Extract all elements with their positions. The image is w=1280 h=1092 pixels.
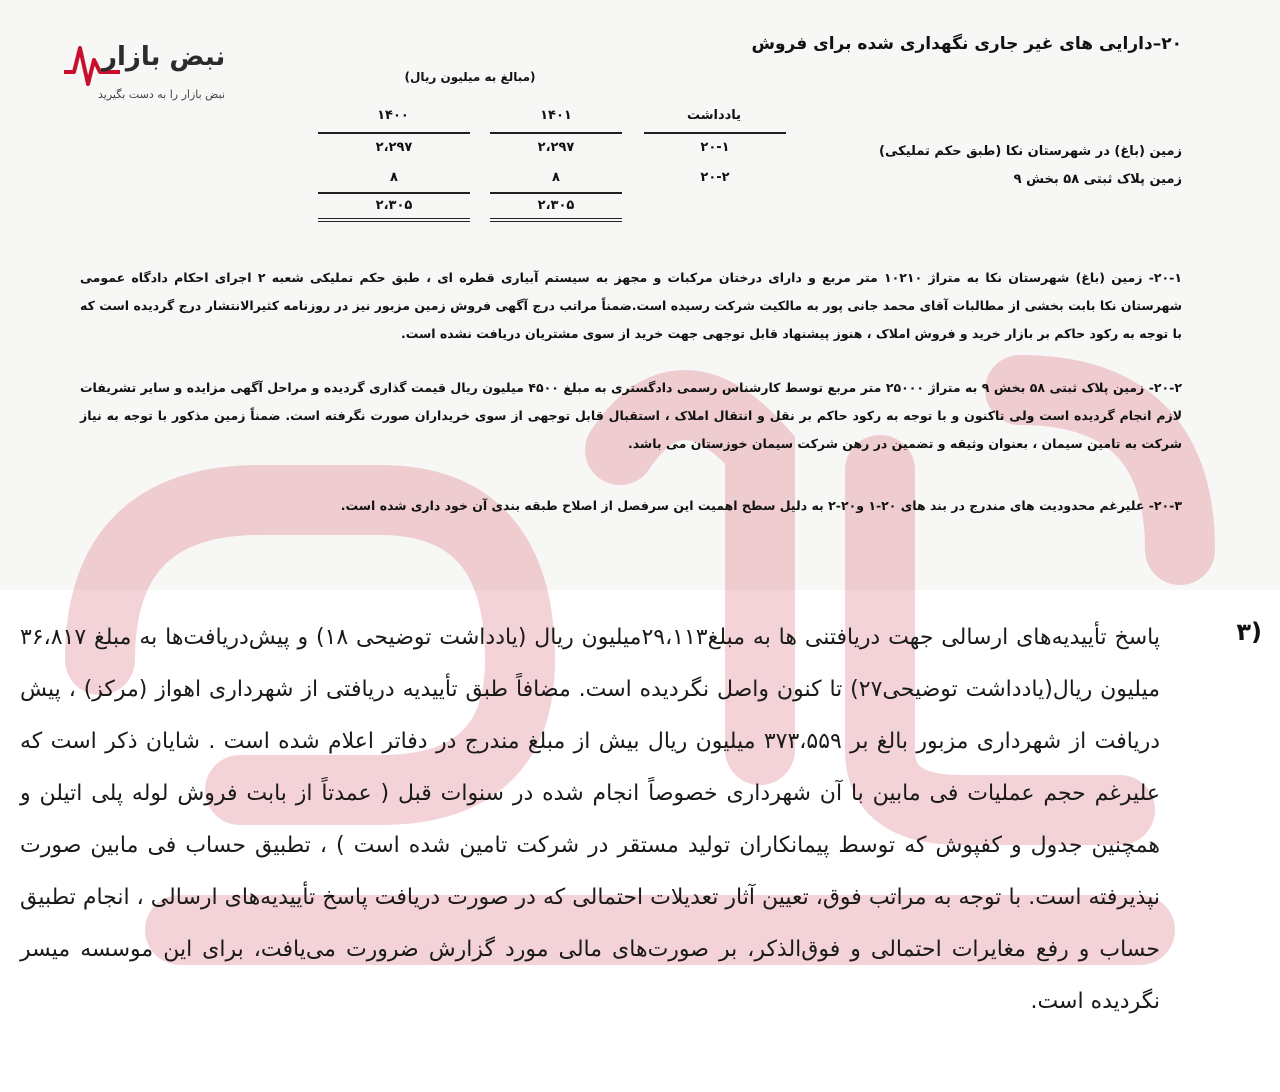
subtotal-rule <box>490 192 622 194</box>
audit-paragraph-3: پاسخ تأییدیه‌های ارسالی جهت دریافتنی ها به مبلغ۲۹،۱۱۳میلیون ریال (یادداشت توضیحی ۱۸) و پیش‌دریافت‌ها به مبلغ ۳۶،۸۱۷ میلیون ریال(یادداشت توضیحی۲۷) تا کنون واصل نگردیده است. مضافاً طبق تأییدیه دریافتی از شهرداری اهواز (مرکز) ، پیش دریافت از شهرداری مزبور بالغ بر ۳۷۳،۵۵۹ میلیون ریال بیش از مبلغ مندرج در دفاتر اعلام شده است . شایان ذکر است که علیرغم حجم عملیات فی مابین با آن شهرداری خصوصاً انجام شده در سنوات قبل ( عمدتاً از بابت فروش لوله پلی اتیلن و همچنین جدول و کفپوش که توسط پیمانکاران تولید مستقر در شرکت تامین شده است ) ، تطبیق حساب فی مابین صورت نپذیرفته است. با توجه به مراتب فوق، تعیین آثار تعدیلات احتمالی که در صورت دریافت پاسخ تأییدیه‌های ارسالی ، انجام تطبیق حساب و رفع مغایرات احتمالی و فوق‌الذکر، بر صورت‌های مالی مورد گزارش ضرورت می‌یافت، برای این موسسه میسر نگردیده است. <box>20 625 1161 1014</box>
paragraph-20-1: ۲۰-۱- زمین (باغ) شهرستان نکا به متراژ ۱۰۲۱۰ متر مربع و دارای درختان مرکبات و مجهز به سیستم آبیاری قطره ای ، طبق حکم تملیکی شعبه ۲ اجرای احکام دادگاه عمومی شهرستان نکا بابت بخشی از مطالبات آقای محمد جانی پور به مالکیت شرکت رسیده است.ضمناً مراتب درج آگهی فروش زمین مزبور نیز در روزنامه کثیرالانتشار درج گردیده است که با توجه به رکود حاکم بر بازار خرید و فروش املاک ، هنوز پیشنهاد قابل توجهی جهت خرید از سوی مشتریان دریافت نشده است. <box>80 270 1182 341</box>
unit-caption: (مبالغ به میلیون ریال) <box>404 70 536 84</box>
header-rule <box>644 132 786 134</box>
logo <box>62 40 232 110</box>
column-header-1400: ۱۴۰۰ <box>377 108 409 123</box>
total-1401: ۲،۳۰۵ <box>537 198 575 213</box>
header-rule <box>318 132 470 134</box>
total-double-rule <box>318 218 470 222</box>
column-header-1401: ۱۴۰۱ <box>540 108 572 123</box>
paragraph-20-3: ۲۰-۳- علیرغم محدودیت های مندرج در بند های ۲۰-۱ و۲۰-۲ به دلیل سطح اهمیت این سرفصل از اصلاح طبقه بندی آن خود داری شده است. <box>340 498 1182 513</box>
row-value-1401: ۲،۲۹۷ <box>537 140 575 155</box>
row-value-1401: ۸ <box>552 170 560 185</box>
row-note-ref: ۲۰-۱ <box>700 140 730 155</box>
row-label-land-plot: زمین پلاک ثبتی ۵۸ بخش ۹ <box>1013 172 1182 187</box>
row-value-1400: ۲،۲۹۷ <box>375 140 413 155</box>
row-note-ref: ۲۰-۲ <box>700 170 730 185</box>
paragraph-number: ۳) <box>1236 618 1262 646</box>
paragraph-20-2: ۲۰-۲- زمین پلاک ثبتی ۵۸ بخش ۹ به متراژ ۲۵۰۰۰ متر مربع توسط کارشناس رسمی دادگستری به مبلغ ۴۵۰۰ میلیون ریال قیمت گذاری گردیده و مراحل آگهی مزایده و سایر تشریفات لازم انجام گردیده است ولی تاکنون و با توجه به رکود حاکم بر نقل و انتقال املاک ، استقبال قابل توجهی از سوی خریداران صورت نگرفته است. ضمناً زمین مذکور با توجه به نیاز شرکت به تامین سیمان ، بعنوان وثیقه و تضمین در رهن شرکت سیمان خوزستان می باشد. <box>80 380 1182 451</box>
row-label-land-neka: زمین (باغ) در شهرستان نکا (طبق حکم تملیکی) <box>879 144 1182 159</box>
subtotal-rule <box>318 192 470 194</box>
note-title: ۲۰–دارایی های غیر جاری نگهداری شده برای فروش <box>751 34 1182 54</box>
total-double-rule <box>490 218 622 222</box>
row-value-1400: ۸ <box>390 170 398 185</box>
logo-tagline: نبض بازار را به دست بگیرید <box>98 88 226 101</box>
column-header-note: یادداشت <box>686 108 742 123</box>
header-rule <box>490 132 622 134</box>
logo-name: نبض بازار <box>102 42 226 72</box>
total-1400: ۲،۳۰۵ <box>375 198 413 213</box>
